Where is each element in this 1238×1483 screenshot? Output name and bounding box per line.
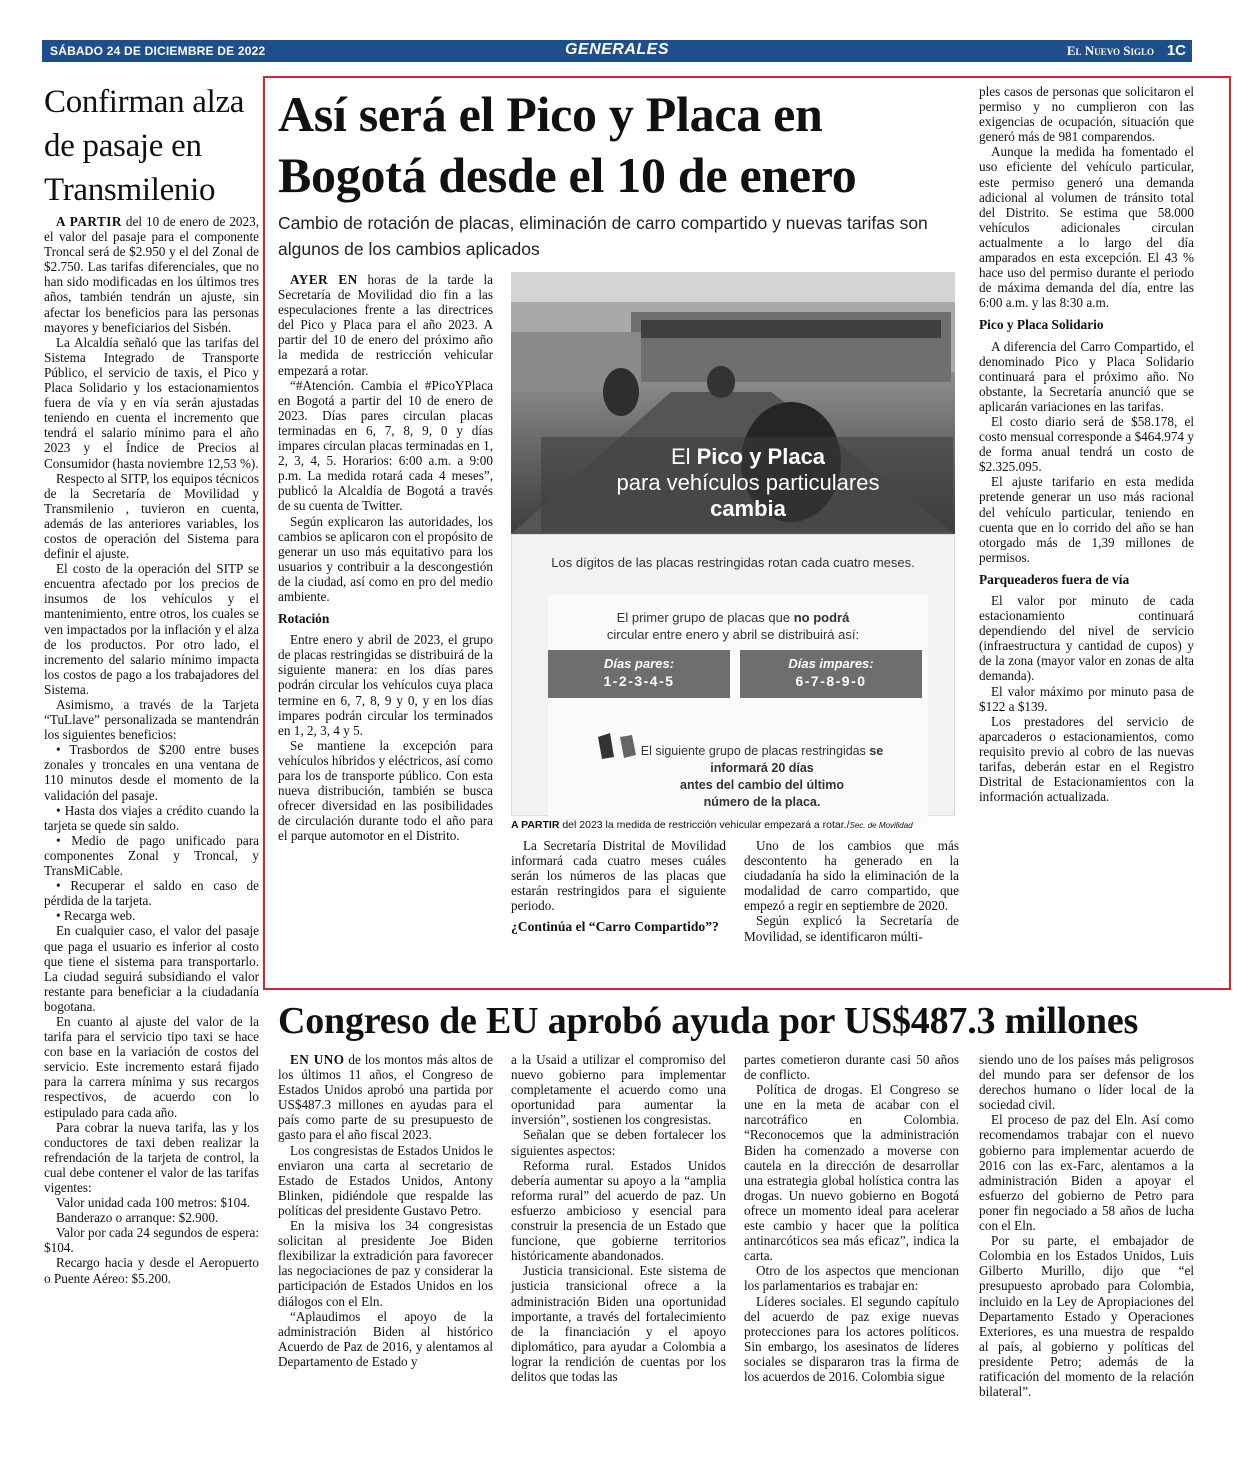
paragraph: Banderazo o arranque: $2.900. — [56, 1210, 219, 1226]
paragraph: “Aplaudimos el apoyo de la administración Biden al histórico Acuerdo de Paz de 2016, y alentamos al Departamento de Estado y — [278, 1308, 493, 1369]
paragraph: a la Usaid a utilizar el compromiso del nuevo gobierno para implementar completamente el acuerdo como una oportunidad para aumentar la inversión”, sostienen los congresistas. — [511, 1052, 726, 1128]
paragraph: Valor por cada 24 segundos de espera: $104. — [44, 1225, 259, 1256]
next-group-note: El siguiente grupo de placas restringidas se informará 20 días antes del cambio del último número de la placa. — [640, 744, 884, 809]
paragraph: En cuanto al ajuste del valor de la tarifa para el servicio tipo taxi se hace con base en la variación de costos del servicio. Este incremento estará fijado para la carrera mínima y sus recargos respectivos, de acuerdo con lo estipulado para cada año. — [44, 1013, 259, 1120]
traffic-photo — [511, 272, 955, 534]
paragraph: El costo de la operación del SITP se encuentra afectado por los precios de insumos de los vehículos y el mantenimiento, entre otros, los cuales se ven impactados por la inflación y el alza de los productos. Por otro lado, el incremento del salario mínimo impacta los costos de pago a los trabajadores del Sistema. — [44, 561, 259, 697]
paragraph: El costo diario será de $58.178, el costo mensual corresponde a $464.974 y de forma anual tendrá un costo de $2.325.095. — [979, 413, 1194, 475]
subheading-parqueaderos: Parqueaderos fuera de vía — [979, 571, 1130, 587]
even-days-box: Días pares: 1-2-3-4-5 — [548, 650, 730, 698]
paragraph: En la misiva los 34 congresistas solicitan al presidente Joe Biden flexibilizar la extradición para favorecer las negociaciones de paz y considerar la participación de Estados Unidos en los diálogos con el Eln. — [278, 1218, 493, 1309]
paragraph: Política de drogas. El Congreso se une en la meta de acabar con el narcotráfico en Colombia. “Reconocemos que la administración Biden ha comenzado a moverse con cautela en la dirección de desarrollar una estrategia global holística contra las drogas. Un nuevo gobierno en Bogotá ofrece un momento ideal para acelerar este cambio y hacer que la política antinarcóticos sea más eficaz”, indica la carta. — [744, 1082, 959, 1264]
left-article-title: Confirman alza de pasaje en Transmilenio — [44, 84, 245, 208]
paragraph: La Alcaldía señaló que las tarifas del Sistema Integrado de Transporte Público, el servicio de taxis, el Pico y Placa Solidario y los estacionamientos fuera de vía y en vía serán ajustadas teniendo en cuenta el incremento que tendrá el salario mínimo para el año 2023 y el Índice de Precios al Consumidor (hasta noviembre 12,53 %). — [44, 334, 259, 471]
paragraph: “#Atención. Cambia el #PicoYPlaca en Bogotá a partir del 10 de enero de 2023. Días pares circulan placas terminadas en 6, 7, 8, 9, 0 y días impares circulan placas terminadas en 1, 2, 3, 4, 5. Horarios: 6:00 a.m. a 9:00 p.m. La medida rotará cada 4 meses”, publicó la Alcaldía de Bogotá a través de su cuenta de Twitter. — [278, 377, 493, 514]
issue-date: SÁBADO 24 DE DICIEMBRE DE 2022 — [50, 44, 266, 58]
main-article-column-3 — [744, 838, 959, 978]
paragraph: Según explicaron las autoridades, los cambios se aplicaron con el propósito de generar un uso más equitativo para los usuarios y contribuir a la descongestión de la ciudad, así como en pro del medio ambiente. — [278, 513, 493, 604]
paragraph: Líderes sociales. El segundo capítulo del acuerdo de paz exige nuevas protecciones para los actores políticos. Sin embargo, los asesinatos de líderes sociales se dispararon tras la firma de los acuerdos de 2016. Colombia sigue — [744, 1293, 959, 1384]
rotation-text: Los dígitos de las placas restringidas rotan cada cuatro meses. — [551, 555, 915, 570]
page-header — [42, 40, 1192, 62]
paragraph: A diferencia del Carro Compartido, el denominado Pico y Placa Solidario continuará para el próximo año. No obstante, la Secretaría anunció que se aplicarán variaciones en las tarifas. — [979, 338, 1194, 414]
bottom-article-column-3 — [744, 1052, 959, 1480]
paragraph: Justicia transicional. Este sistema de justicia transicional ofrece a la administración Biden una oportunidad importante, a través del fortalecimiento de la financiación y el apoyo diplomático, para ayudar a Colombia a lograr la rendición de cuentas por los delitos que todas las — [511, 1263, 726, 1384]
left-article-body — [44, 214, 259, 1480]
paragraph: El proceso de paz del Eln. Así como recomendamos trabajar con el nuevo gobierno para implementar acuerdo de 2016 con las ex-Farc, alentamos a la administración Biden a apoyar el esfuerzo del gobierno de Petro para poner fin negociado a 58 años de lucha con el Eln. — [979, 1112, 1194, 1234]
paragraph: En cualquier caso, el valor del pasaje que paga el usuario es inferior al costo que tiene el sistema para transportarlo. La ciudad seguirá subsidiando el valor restante para beneficiar a la ciudadanía bogotana. — [44, 923, 259, 1014]
paragraph: Otro de los aspectos que mencionan los parlamentarios es trabajar en: — [744, 1263, 959, 1294]
main-article-column-2 — [511, 838, 726, 978]
paragraph: AYER EN horas de la tarde la Secretaría de Movilidad dio fin a las especulaciones frente a las directrices del Pico y Placa para el año 2023. A partir del 10 de enero del próximo año la medida de restricción vehicular empezará a rotar. — [278, 272, 493, 378]
paragraph: Señalan que se deben fortalecer los siguientes aspectos: — [511, 1127, 726, 1158]
paragraph: El valor máximo por minuto pasa de $122 a $139. — [979, 683, 1194, 714]
paragraph: partes cometieron durante casi 50 años de conflicto. — [744, 1052, 959, 1083]
paragraph: Según explicó la Secretaría de Movilidad, se identificaron múlti- — [744, 913, 959, 944]
paragraph: EN UNO de los montos más altos de los últimos 11 años, el Congreso de Estados Unidos aprobó una partida por US$487.3 millones en ayudas para el país como parte de su presupuesto de gasto para el año fiscal 2023. — [278, 1052, 493, 1143]
subheading-solidario: Pico y Placa Solidario — [979, 317, 1104, 333]
paragraph: Por su parte, el embajador de Colombia en los Estados Unidos, Luis Gilberto Murillo, dijo que “el presupuesto aprobado para Colombia, incluido en la Ley de Apropiaciones del Departamento Estado y Operaciones Exteriores, es una muestra de respaldo al país, al gobierno y políticas del presidente Petro; además de la ratificación del momento de la relación bilateral”. — [979, 1233, 1194, 1400]
paragraph: Se mantiene la excepción para vehículos híbridos y eléctricos, así como para los de transporte público. Con esta nueva distribución, también se busca ofrecer diversidad en las posibilidades de circulación durante todo el año para el parque automotor en el Distrito. — [278, 737, 493, 844]
bullet-item: • Recuperar el saldo en caso de pérdida de la tarjeta. — [44, 878, 259, 909]
paragraph: La Secretaría Distrital de Movilidad informará cada cuatro meses cuáles serán los números de las placas que estarán restringidos para el siguiente periodo. — [511, 838, 726, 914]
paragraph: El ajuste tarifario en esta medida pretende generar un uso más racional del vehículo particular, teniendo en cuenta que en lo corrido del año se han otorgado más de 1,39 millones de permisos. — [979, 474, 1194, 565]
paragraph: Entre enero y abril de 2023, el grupo de placas restringidas se distribuirá de la siguiente manera: en los días pares podrán circular los vehículos cuya placa termine en 6, 7, 8, 9 y 0, y en los días impares podrán circular los terminados en 1, 2, 3, 4 y 5. — [278, 632, 493, 738]
bottom-article-column-1 — [278, 1052, 493, 1480]
group-text: El primer grupo de placas que no podrá circular entre enero y abril se distribuirá así: — [606, 610, 860, 642]
section-name: GENERALES — [564, 41, 670, 58]
photo-caption: A PARTIR del 2023 la medida de restricción vehicular empezará a rotar./Sec. de Movilidad — [511, 819, 913, 831]
infographic — [511, 534, 955, 816]
paragraph: ples casos de personas que solicitaron el permiso y no cumplieron con las exigencias de ocupación, situación que generó más de 981 comparendos. — [979, 84, 1194, 145]
bullet-item: • Trasbordos de $200 entre buses zonales y troncales en una ventana de 110 minutos desde el momento de la validación del pasaje. — [44, 742, 259, 803]
main-article-title: Así será el Pico y Placa en Bogotá desde el 10 de enero — [278, 86, 857, 203]
bullet-item: • Hasta dos viajes a crédito cuando la tarjeta se quede sin saldo. — [44, 802, 259, 833]
paragraph: Valor unidad cada 100 metros: $104. — [56, 1195, 251, 1211]
paragraph: Respecto al SITP, los equipos técnicos de la Secretaría de Movilidad y Transmilenio , tuvieron en cuenta, además de las anteriores variables, los costos de operación del Sistema para definir el ajuste. — [44, 470, 259, 562]
paragraph: Uno de los cambios que más descontento ha generado en la ciudadanía ha sido la eliminación de la modalidad de carro compartido, que empezó a regir en septiembre de 2020. — [744, 838, 959, 914]
paragraph: Asimismo, a través de la Tarjeta “TuLlave” personalizada se mantendrán los siguientes beneficios: — [44, 697, 259, 743]
paragraph: Los congresistas de Estados Unidos le enviaron una carta al secretario de Estado de Estados Unidos, Antony Blinken, pidiéndole que respalde las políticas del presidente Gustavo Petro. — [278, 1142, 493, 1218]
main-article-column-1 — [278, 272, 493, 977]
paragraph: Los prestadores del servicio de aparcaderos o estacionamientos, como requisito previo al cobro de las nuevas tarifas, deberán estar en el Registro Distrital de Estacionamientos con la información actualizada. — [979, 713, 1194, 805]
bullet-item: • Recarga web. — [56, 908, 136, 924]
paragraph: Recargo hacia y desde el Aeropuerto o Puente Aéreo: $5.200. — [44, 1255, 259, 1286]
subheading-continua: ¿Continúa el “Carro Compartido”? — [511, 919, 719, 935]
paragraph: A PARTIR del 10 de enero de 2023, el valor del pasaje para el componente Troncal será de $2.950 y el del Zonal de $2.750. Las tarifas diferenciales, que no han sido modificadas en los últimos tres años, también tendrán un ajuste, sin afectar los beneficios para las personas mayores y beneficiarios del Sisbén. — [44, 214, 259, 335]
bottom-article-column-4 — [979, 1052, 1194, 1480]
bottom-article-column-2 — [511, 1052, 726, 1480]
paragraph: siendo uno de los países más peligrosos del mundo para ser defensor de los derechos humano o líder local de la sociedad civil. — [979, 1052, 1194, 1113]
odd-days-box: Días impares: 6-7-8-9-0 — [740, 650, 922, 698]
main-article-column-4 — [979, 84, 1194, 978]
paragraph: Aunque la medida ha fomentado el uso eficiente del vehículo particular, este permiso generó una demanda adicional al volumen de tránsito total del Distrito. Se estima que 58.000 vehículos adicionales circulan actualmente a lo largo del día amparados en esta excepción. El 43 % hace uso del permiso durante el periodo de máxima demanda del día, entre las 6:00 a.m. y las 8:30 a.m. — [979, 144, 1194, 311]
newspaper-brand: El Nuevo Siglo — [1066, 43, 1154, 58]
subheading-rotacion: Rotación — [278, 611, 330, 627]
page-number: 1C — [1166, 42, 1186, 59]
photo-overlay-text: El Pico y Placa para vehículos particulares cambia — [616, 444, 880, 521]
bottom-article-title: Congreso de EU aprobó ayuda por US$487.3 millones — [278, 1000, 1139, 1042]
paragraph: Reforma rural. Estados Unidos debería aumentar su apoyo a la “amplia reforma rural” del acuerdo de paz. Un esfuerzo ambicioso y esencial para construir la presencia de un Estado que funcione, que gobierne territorios históricamente abandonados. — [511, 1157, 726, 1264]
paragraph: El valor por minuto de cada estacionamiento continuará dependiendo del nivel de servicio (infraestructura y cantidad de cupos) y de la zona (mayor valor en zonas de alta demanda). — [979, 593, 1194, 684]
main-article-subtitle: Cambio de rotación de placas, eliminación de carro compartido y nuevas tarifas son algunos de los cambios aplicados — [278, 213, 928, 259]
paragraph: Para cobrar la nueva tarifa, las y los conductores de taxi deben realizar la refrendación de la tarjeta de control, la cual debe contener el valor de las tarifas vigentes: — [44, 1119, 259, 1195]
bullet-item: • Medio de pago unificado para componentes Zonal y Troncal, y TransMiCable. — [44, 832, 259, 879]
